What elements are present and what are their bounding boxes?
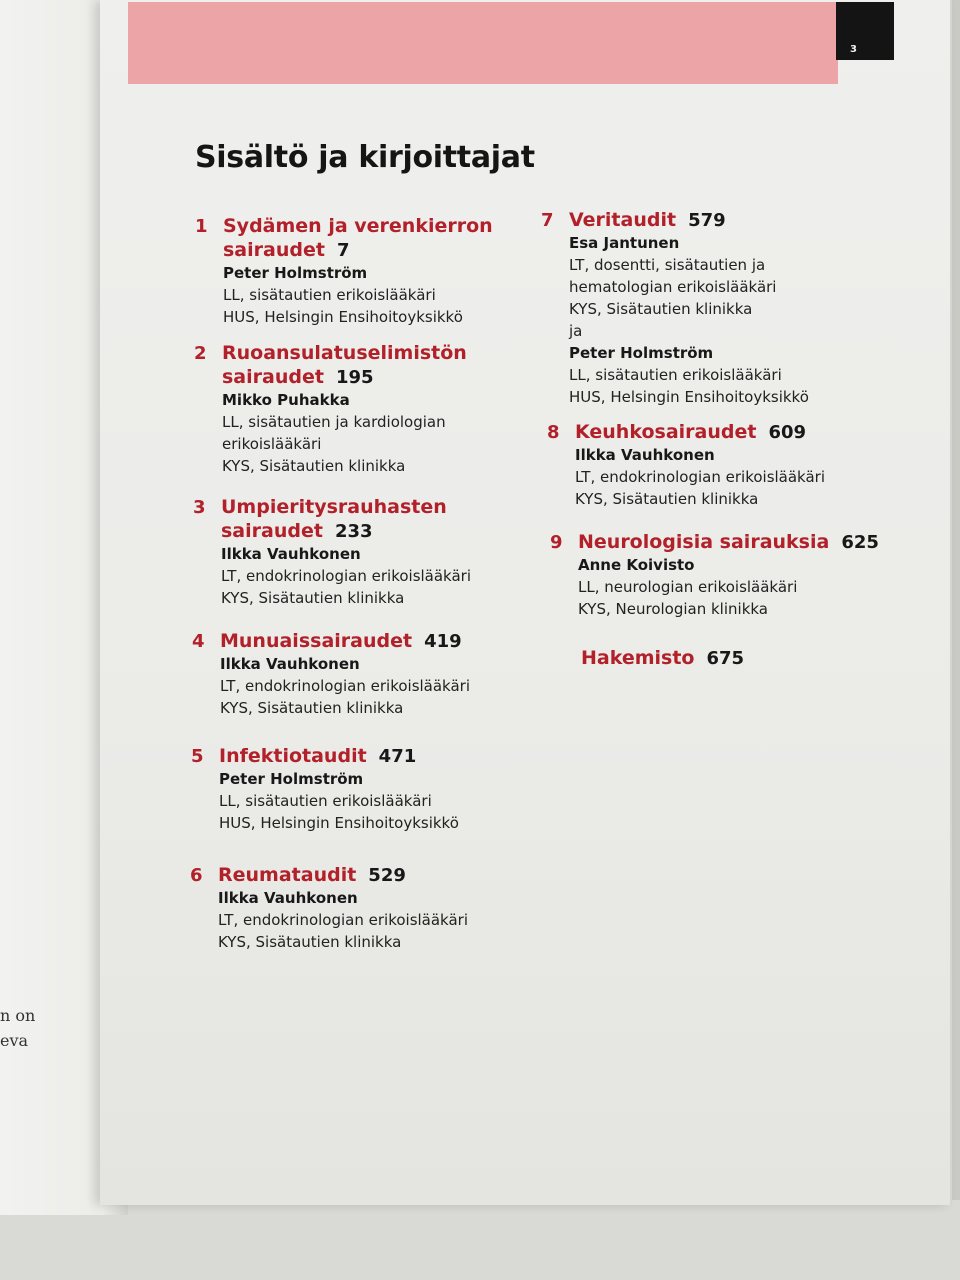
chapter-title: Reumataudit — [218, 864, 357, 886]
chapter-page: 529 — [368, 865, 406, 886]
toc-entry-6 — [190, 863, 469, 953]
chapter-number: 9 — [550, 532, 563, 553]
author-detail: KYS, Sisätautien klinikka — [221, 589, 405, 607]
chapter-page: 625 — [841, 532, 879, 553]
author-detail: erikoislääkäri — [222, 435, 322, 453]
toc-entry-2 — [194, 341, 467, 477]
author-name: Ilkka Vauhkonen — [218, 889, 358, 907]
author-detail: KYS, Sisätautien klinikka — [569, 300, 753, 318]
left-page-text-fragment: n on — [0, 1006, 36, 1025]
toc-entry-9 — [550, 530, 879, 620]
chapter-page: 233 — [334, 521, 373, 542]
chapter-title: Umpieritysrauhasten — [221, 496, 447, 518]
chapter-number: 8 — [547, 422, 560, 443]
author-detail: LL, sisätautien ja kardiologian — [222, 413, 446, 431]
author-name: Ilkka Vauhkonen — [575, 446, 715, 464]
author-detail: KYS, Sisätautien klinikka — [222, 457, 406, 475]
toc-entry-3 — [193, 495, 472, 609]
chapter-title-cont: sairaudet — [221, 520, 323, 542]
chapter-title: Veritaudit — [569, 209, 677, 231]
author-detail: LT, endokrinologian erikoislääkäri — [218, 911, 469, 929]
toc-entry-5 — [191, 744, 459, 834]
author-detail: LL, neurologian erikoislääkäri — [578, 578, 798, 596]
author-name: Ilkka Vauhkonen — [220, 655, 360, 673]
chapter-number: 2 — [194, 343, 207, 364]
author-detail: ja — [569, 322, 583, 340]
chapter-number: 4 — [192, 631, 205, 652]
page-title: Sisältö ja kirjoittajat — [195, 140, 535, 175]
index-title: Hakemisto — [581, 647, 695, 669]
toc-entry-7 — [541, 208, 809, 408]
author-detail: LL, sisätautien erikoislääkäri — [219, 792, 432, 810]
author-name: Peter Holmström — [219, 770, 364, 788]
chapter-title: Keuhkosairaudet — [575, 421, 757, 443]
author-detail: HUS, Helsingin Ensihoitoyksikkö — [219, 814, 459, 832]
left-page-text-fragment: eva — [0, 1031, 29, 1050]
toc-entry-1 — [195, 214, 493, 328]
author-detail: HUS, Helsingin Ensihoitoyksikkö — [223, 308, 463, 326]
chapter-number: 6 — [190, 865, 203, 886]
chapter-number: 5 — [191, 746, 204, 767]
chapter-page: 7 — [336, 240, 350, 261]
toc-index-entry — [581, 646, 744, 670]
author-name: Mikko Puhakka — [222, 391, 350, 409]
chapter-page: 579 — [688, 210, 726, 231]
chapter-title: Infektiotaudit — [219, 745, 367, 767]
chapter-title: Ruoansulatuselimistön — [222, 342, 467, 364]
chapter-page: 471 — [378, 746, 417, 767]
author-detail: LT, endokrinologian erikoislääkäri — [220, 677, 471, 695]
chapter-number: 1 — [195, 216, 208, 237]
chapter-page: 609 — [768, 422, 807, 443]
chapter-title-cont: sairaudet — [223, 239, 325, 261]
author-detail: KYS, Neurologian klinikka — [578, 600, 768, 618]
author-detail: HUS, Helsingin Ensihoitoyksikkö — [569, 388, 809, 406]
chapter-number: 7 — [541, 210, 554, 231]
author-detail: LL, sisätautien erikoislääkäri — [569, 366, 782, 384]
chapter-title-cont: sairaudet — [222, 366, 324, 388]
toc-entry-4 — [192, 629, 471, 719]
author-detail: KYS, Sisätautien klinikka — [218, 933, 402, 951]
author-detail: LL, sisätautien erikoislääkäri — [223, 286, 436, 304]
chapter-title: Neurologisia sairauksia — [578, 531, 830, 553]
author-detail: LT, endokrinologian erikoislääkäri — [575, 468, 826, 486]
chapter-page: 419 — [424, 631, 462, 652]
author-name: Ilkka Vauhkonen — [221, 545, 361, 563]
page-number: 3 — [850, 44, 857, 55]
table-surface — [0, 1200, 960, 1280]
chapter-title: Sydämen ja verenkierron — [223, 215, 493, 237]
author-detail: KYS, Sisätautien klinikka — [575, 490, 759, 508]
index-page: 675 — [706, 648, 745, 669]
chapter-number: 3 — [193, 497, 206, 518]
author-detail: LT, dosentti, sisätautien ja — [569, 256, 766, 274]
author-detail: KYS, Sisätautien klinikka — [220, 699, 404, 717]
header-band — [128, 2, 838, 84]
author-name: Esa Jantunen — [569, 234, 680, 252]
author-name: Peter Holmström — [223, 264, 368, 282]
author-detail: hematologian erikoislääkäri — [569, 278, 777, 296]
author-name: Peter Holmström — [569, 344, 714, 362]
author-detail: LT, endokrinologian erikoislääkäri — [221, 567, 472, 585]
chapter-title: Munuaissairaudet — [220, 630, 413, 652]
book-page — [100, 0, 952, 1205]
toc-entry-8 — [547, 420, 826, 510]
chapter-page: 195 — [335, 367, 374, 388]
author-name: Anne Koivisto — [578, 556, 695, 574]
page-number-box — [836, 2, 894, 60]
